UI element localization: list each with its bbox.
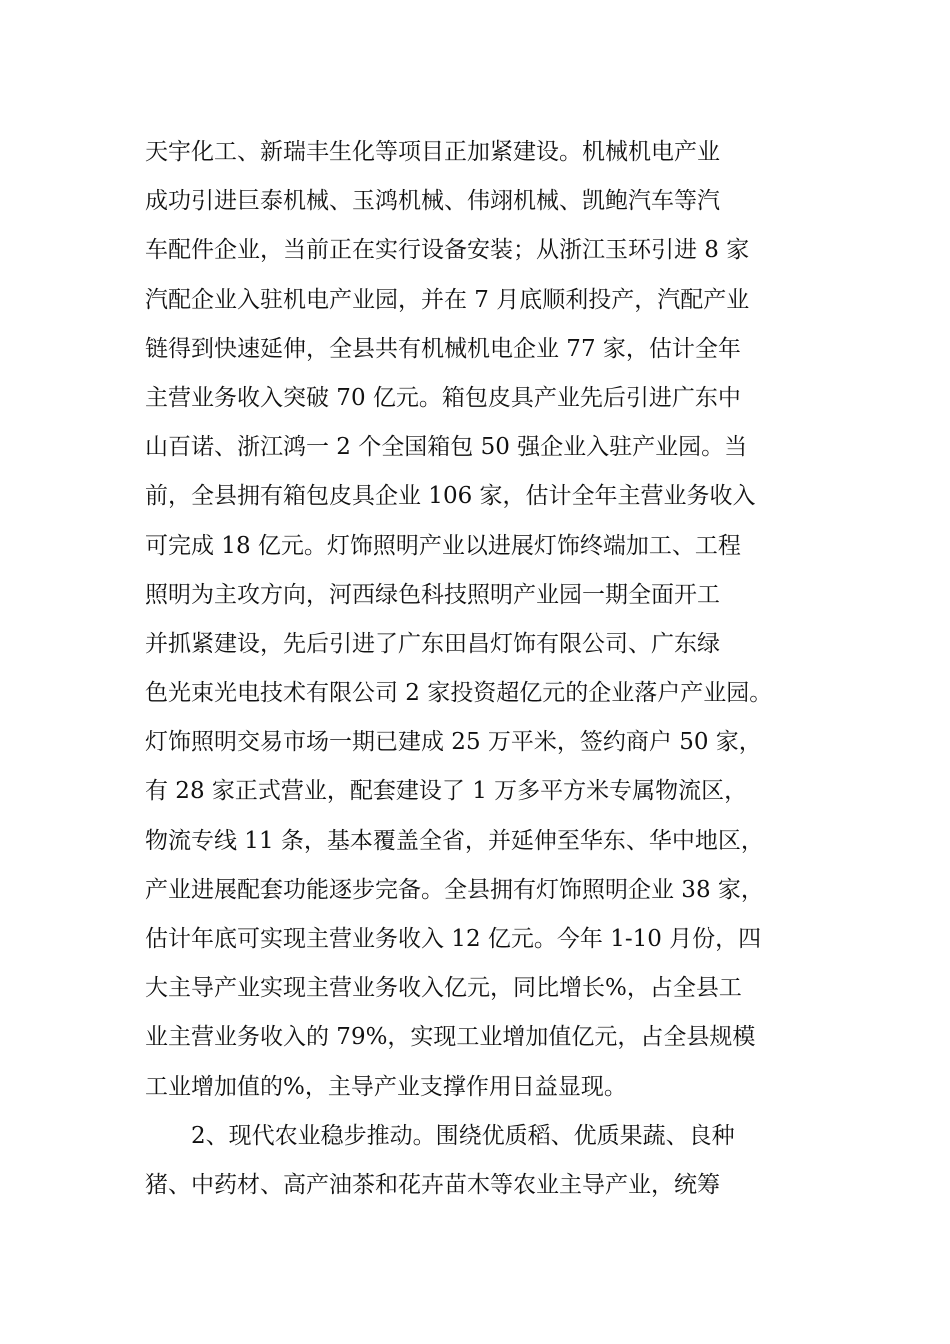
text-line: 车配件企业，当前正在实行设备安装；从浙江玉环引进 8 家 [145, 237, 750, 264]
text-line: 链得到快速延伸，全县共有机械机电企业 77 家，估计全年 [145, 335, 741, 362]
text-line: 并抓紧建设，先后引进了广东田昌灯饰有限公司、广东绿 [145, 630, 720, 657]
text-line: 前，全县拥有箱包皮具企业 106 家，估计全年主营业务收入 [145, 483, 756, 510]
text-line: 主营业务收入突破 70 亿元。箱包皮具产业先后引进广东中 [145, 384, 741, 411]
text-line: 工业增加值的%，主导产业支撑作用日益显现。 [145, 1073, 627, 1100]
text-line: 可完成 18 亿元。灯饰照明产业以进展灯饰终端加工、工程 [145, 532, 741, 559]
text-line: 物流专线 11 条，基本覆盖全省，并延伸至华东、华中地区， [145, 827, 764, 854]
text-line: 产业进展配套功能逐步完备。全县拥有灯饰照明企业 38 家， [145, 876, 764, 903]
text-line: 业主营业务收入的 79%，实现工业增加值亿元，占全县规模 [145, 1024, 756, 1051]
text-line: 猪、中药材、高产油茶和花卉苗木等农业主导产业，统筹 [145, 1171, 720, 1198]
text-line: 天宇化工、新瑞丰生化等项目正加紧建设。机械机电产业 [145, 139, 720, 165]
text-line: 估计年底可实现主营业务收入 12 亿元。今年 1-10 月份，四 [145, 926, 762, 952]
text-line: 成功引进巨泰机械、玉鸿机械、伟翊机械、凯鲍汽车等汽 [145, 188, 720, 215]
text-line: 汽配企业入驻机电产业园，并在 7 月底顺利投产，汽配产业 [145, 286, 750, 313]
text-line: 大主导产业实现主营业务收入亿元，同比增长%，占全县工 [145, 975, 742, 1002]
text-line: 色光束光电技术有限公司 2 家投资超亿元的企业落户产业园。 [145, 680, 773, 707]
text-line: 有 28 家正式营业，配套建设了 1 万多平方米专属物流区， [145, 778, 748, 805]
text-line: 灯饰照明交易市场一期已建成 25 万平米，签约商户 50 家， [145, 729, 762, 756]
text-line: 山百诺、浙江鸿一 2 个全国箱包 50 强企业入驻产业园。当 [145, 434, 748, 461]
body-text [145, 128, 825, 1210]
paragraph-start-line: 2、现代农业稳步推动。围绕优质稻、优质果蔬、良种 [191, 1122, 735, 1149]
text-line: 照明为主攻方向，河西绿色科技照明产业园一期全面开工 [145, 581, 720, 608]
